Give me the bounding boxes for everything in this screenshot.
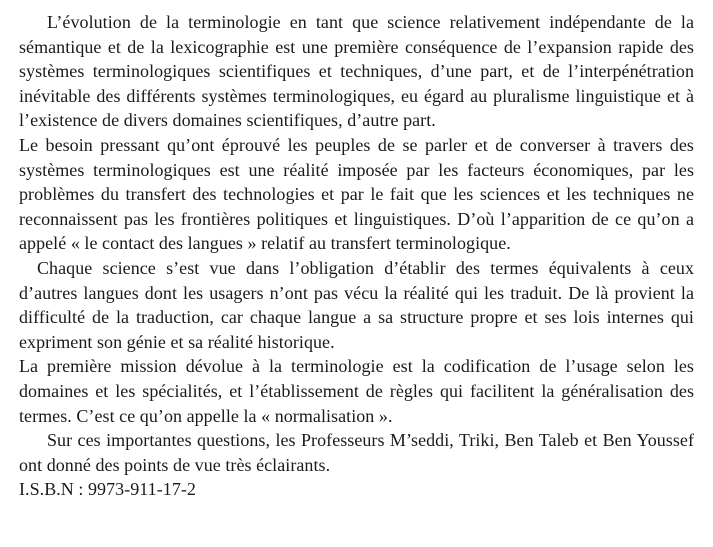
isbn-line: I.S.B.N : 9973-911-17-2 [19,479,196,500]
paragraph-communication-need: Le besoin pressant qu’ont éprouvé les peuples de se parler et de converser à travers des systèmes terminologiques est une réalité imposée par les facteurs économiques, par les problèmes du transfert des technologies et par le fait que les sciences et les techniques ne reconnaissent pas les frontières politiques et linguistiques. D’où l’apparition de ce qu’on a appelé « le contact des langues » relatif au transfert terminologique. [19,134,694,254]
paragraph-equivalent-terms: Chaque science s’est vue dans l’obligation d’établir des termes équivalents à ceux d’autres langues dont les usagers n’ont pas vécu la réalité qui les traduit. De là provient la difficulté de la traduction, car chaque langue a sa structure propre et ses lois internes qui expriment son génie et sa réalité historique. [19,257,694,352]
paragraph-normalisation: La première mission dévolue à la terminologie est la codification de l’usage selon les domaines et les spécialités, et l’établissement de règles qui facilitent la généralisation des termes. C’est ce qu’on appelle la « normalisation ». [19,356,694,426]
document-body [19,10,694,502]
paragraph-professors: Sur ces importantes questions, les Professeurs M’seddi, Triki, Ben Taleb et Ben Youssef ont donné des points de vue très éclairants. [19,430,694,475]
paragraph-terminology-evolution: L’évolution de la terminologie en tant que science relativement indépendante de la sémantique et de la lexicographie est une première conséquence de l’expansion rapide des systèmes terminologiques scientifiques et techniques, d’une part, et de l’interpénétration inévitable des différents systèmes terminologiques, eu égard au pluralisme linguistique et à l’existence de divers domaines scientifiques, d’autre part. [19,12,694,131]
